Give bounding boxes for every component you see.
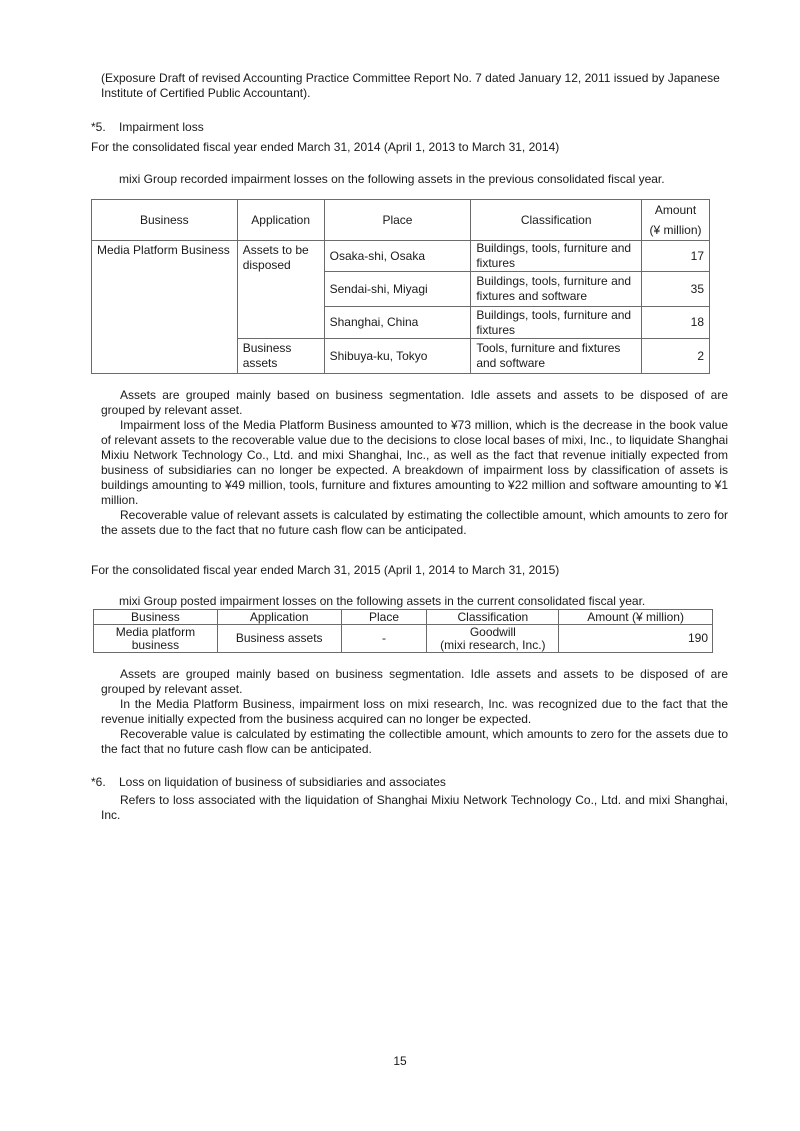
header-place: Place — [324, 200, 471, 241]
fy2014-paragraph-1: Assets are grouped mainly based on business segmentation. Idle assets and assets to be disposed of are grouped by relevant asset. — [101, 388, 728, 417]
fy2014-paragraph-3: Recoverable value of relevant assets is calculated by estimating the collectible amount, which amounts to zero for the assets due to the fact that no future cash flow can be anticipated. — [101, 508, 728, 537]
classification-cell: Buildings, tools, furniture and fixtures — [471, 307, 642, 339]
fy2014-paragraph-2: Impairment loss of the Media Platform Business amounted to ¥73 million, which is the decrease in the book value of relevant assets to the recoverable value due to the decisions to close local bases of mixi, Inc., to liquidate Shanghai Mixiu Network Technology Co., Ltd. and mixi Shanghai, Inc., as well as the fact that revenue initially expected from business of subsidiaries can no longer be expected. A breakdown of impairment loss by classification of assets is buildings amounting to ¥49 million, tools, furniture and fixtures amounting to ¥22 million and software amounting to ¥1 million. — [101, 418, 728, 507]
header-amount — [642, 200, 710, 241]
impairment-table-fy2015 — [93, 609, 713, 653]
header-amount-unit: (¥ million) — [649, 223, 702, 237]
fy2015-paragraph-3: Recoverable value is calculated by estimating the collectible amount, which amounts to zero for the assets due to the fact that no future cash flow can be anticipated. — [101, 727, 728, 756]
place-cell: - — [341, 625, 427, 653]
header-classification: Classification — [471, 200, 642, 241]
classification-cell: Buildings, tools, furniture and fixtures and software — [471, 272, 642, 307]
header-classification: Classification — [427, 610, 559, 625]
intro-line-2: Institute of Certified Public Accountant). — [101, 86, 311, 100]
note6-text: Refers to loss associated with the liquidation of Shanghai Mixiu Network Technology Co., Ltd. and mixi Shanghai, Inc. — [101, 793, 728, 822]
header-business: Business — [94, 610, 218, 625]
table-header-row — [94, 610, 713, 625]
place-cell: Osaka-shi, Osaka — [324, 241, 471, 272]
page-number: 15 — [393, 1054, 407, 1068]
header-amount-label: Amount — [654, 203, 697, 217]
classification-cell: Goodwill (mixi research, Inc.) — [427, 625, 559, 653]
amount-cell: 35 — [642, 272, 710, 307]
amount-cell: 17 — [642, 241, 710, 272]
note6-marker: *6. — [91, 775, 106, 789]
fy2015-lead: mixi Group posted impairment losses on the following assets in the current consolidated fiscal year. — [119, 594, 646, 608]
business-cell: Media Platform Business — [92, 241, 238, 374]
header-place: Place — [341, 610, 427, 625]
business-cell: Media platform business — [94, 625, 218, 653]
note5-title: Impairment loss — [119, 120, 204, 134]
header-application: Application — [217, 610, 341, 625]
classification-cell: Tools, furniture and fixtures and software — [471, 339, 642, 374]
application-cell: Business assets — [217, 625, 341, 653]
application-cell: Business assets — [237, 339, 324, 374]
application-cell: Assets to be disposed — [237, 241, 324, 339]
fy2014-period: For the consolidated fiscal year ended March 31, 2014 (April 1, 2013 to March 31, 2014) — [91, 140, 560, 154]
classification-cell: Buildings, tools, furniture and fixtures — [471, 241, 642, 272]
amount-cell: 2 — [642, 339, 710, 374]
table-header-row — [92, 200, 710, 241]
fy2015-paragraph-2: In the Media Platform Business, impairment loss on mixi research, Inc. was recognized due to the fact that the revenue initially expected from the business acquired can no longer be expected. — [101, 697, 728, 726]
table-row — [94, 625, 713, 653]
fy2015-paragraph-1: Assets are grouped mainly based on business segmentation. Idle assets and assets to be disposed of are grouped by relevant asset. — [101, 667, 728, 696]
intro-line-1: (Exposure Draft of revised Accounting Practice Committee Report No. 7 dated January 12, 2011 issued by Japanese — [101, 71, 720, 85]
amount-cell: 18 — [642, 307, 710, 339]
header-business: Business — [92, 200, 238, 241]
fy2014-lead: mixi Group recorded impairment losses on the following assets in the previous consolidated fiscal year. — [119, 172, 665, 186]
place-cell: Shanghai, China — [324, 307, 471, 339]
impairment-table-fy2014 — [91, 199, 710, 374]
amount-cell: 190 — [559, 625, 713, 653]
table-row — [92, 241, 710, 272]
note6-title: Loss on liquidation of business of subsidiaries and associates — [119, 775, 446, 789]
note5-marker: *5. — [91, 120, 106, 134]
header-amount: Amount (¥ million) — [559, 610, 713, 625]
place-cell: Shibuya-ku, Tokyo — [324, 339, 471, 374]
fy2015-period: For the consolidated fiscal year ended March 31, 2015 (April 1, 2014 to March 31, 2015) — [91, 563, 560, 577]
header-application: Application — [237, 200, 324, 241]
place-cell: Sendai-shi, Miyagi — [324, 272, 471, 307]
